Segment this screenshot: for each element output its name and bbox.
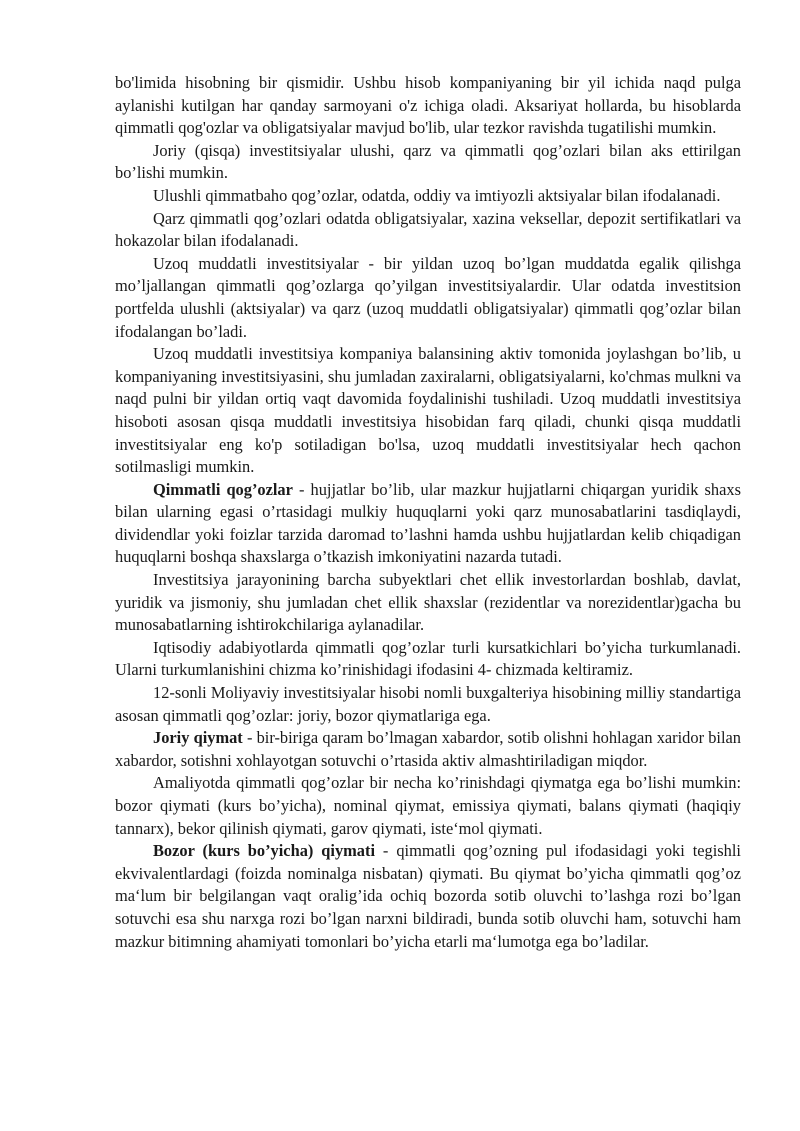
term-bold: Bozor (kurs bo’yicha) qiymati (153, 841, 375, 861)
paragraph-10: 12-sonli Moliyaviy investitsiyalar hisobi nomli buxgalteriya hisobining milliy standartiga asosan qimmatli qog’ozlar: joriy, bozor qiymatlariga ega. (115, 683, 741, 725)
paragraph-4: Qarz qimmatli qog’ozlari odatda obligatsiyalar, xazina veksellar, depozit sertifikatlari va hokazolar bilan ifodalanadi. (115, 208, 741, 251)
paragraph-3: Ulushli qimmatbaho qog’ozlar, odatda, oddiy va imtiyozli aktsiyalar bilan ifodalanadi. (153, 185, 721, 205)
paragraph-1: bo'limida hisobning bir qismidir. Ushbu hisob kompaniyaning bir yil ichida naqd pulga aylanishi kutilgan har qanday sarmoyani o'z ichiga oladi. Aksariyat hollarda, bu hisoblarda qimmatli qog'ozlar va obligatsiyalar mavjud bo'lib, ular tezkor ravishda tugatilishi mumkin. (115, 73, 741, 138)
paragraph-8: Investitsiya jarayonining barcha subyektlari chet ellik investorlardan boshlab, davlat, yuridik va jismoniy, shu jumladan chet ellik shaxslar (rezidentlar va norezidentlar)gacha bu munosabatlarning ishtirokchilariga aylanadilar. (115, 570, 741, 635)
paragraph-7: Qimmatli qog’ozlar - hujjatlar bo’lib, ular mazkur hujjatlarni chiqargan yuridik shaxs bilan ularning egasi o’rtasidagi mulkiy huquqlarni yoki qarz munosabatlarini tasdiqlaydi, dividendlar yoki foizlar tarzida daromad to’lashni hamda ushbu hujjatlardan kelib chiqadigan huquqlarni boshqa shaxslarga o’tkazish imkoniyatini nazarda tutadi. (115, 479, 741, 567)
term-bold: Qimmatli qog’ozlar (153, 479, 293, 499)
paragraph-9: Iqtisodiy adabiyotlarda qimmatli qog’ozlar turli kursatkichlari bo’yicha turkumlanadi. Ularni turkumlanishini chizma ko’rinishidagi ifodasini 4- chizmada keltiramiz. (115, 637, 741, 680)
paragraph-2: Joriy (qisqa) investitsiyalar ulushi, qarz va qimmatli qog’ozlari bilan aks ettirilgan bo’lishi mumkin. (115, 140, 741, 183)
document-page (115, 72, 741, 953)
paragraph-13: Bozor (kurs bo’yicha) qiymati - qimmatli qog’ozning pul ifodasidagi yoki tegishli ekvivalentlardagi (foizda nominalga nisbatan) qiymati. Bu qiymat bo’yicha qimmatli qog’oz ma‘lum bir belgilangan vaqt oralig’ida ochiq bozorda sotib oluvchi to’lashga rozi bo’lgan sotuvchi esa shu narxga rozi bo’lgan narxni bildiradi, bunda sotib oluvchi ham, sotuvchi ham mazkur bitimning ahamiyati tomonlari bo’yicha etarli ma‘lumotga ega bo’ladilar. (115, 841, 741, 951)
paragraph-5: Uzoq muddatli investitsiyalar - bir yildan uzoq bo’lgan muddatda egalik qilishga mo’ljallangan qimmatli qog’ozlarga qo’yilgan investitsiyalardir. Ular odatda investitsion portfelda ulushli (aktsiyalar) va qarz (uzoq muddatli obligatsiyalar) qimmatli qog’ozlar bilan ifodalangan bo’ladi. (115, 253, 741, 341)
paragraph-12: Amaliyotda qimmatli qog’ozlar bir necha ko’rinishdagi qiymatga ega bo’lishi mumkin: bozor qiymati (kurs bo’yicha), nominal qiymat, emissiya qiymati, balans qiymati (haqiqiy tannarx), bekor qilinish qiymati, garov qiymati, iste‘mol qiymati. (115, 773, 741, 838)
term-bold: Joriy qiymat (153, 728, 243, 748)
paragraph-6: Uzoq muddatli investitsiya kompaniya balansining aktiv tomonida joylashgan bo’lib, u kompaniyaning investitsiyasini, shu jumladan zaxiralarni, obligatsiyalarni, ko'chmas mulkni va naqd pulni bir yildan ortiq vaqt davomida foydalinishi tushiladi. Uzoq muddatli investitsiya hisoboti asosan qisqa muddatli investitsiya hisobidan farq qiladi, chunki qisqa muddatli investitsiyalar eng ko'p sotiladigan bo'lsa, uzoq muddatli investitsiyalar hech qachon sotilmasligi mumkin. (115, 344, 741, 477)
paragraph-11: Joriy qiymat - bir-biriga qaram bo’lmagan xabardor, sotib olishni hohlagan xaridor bilan xabardor, sotishni xohlayotgan sotuvchi o’rtasida aktiv almashtiriladigan miqdor. (115, 728, 741, 770)
